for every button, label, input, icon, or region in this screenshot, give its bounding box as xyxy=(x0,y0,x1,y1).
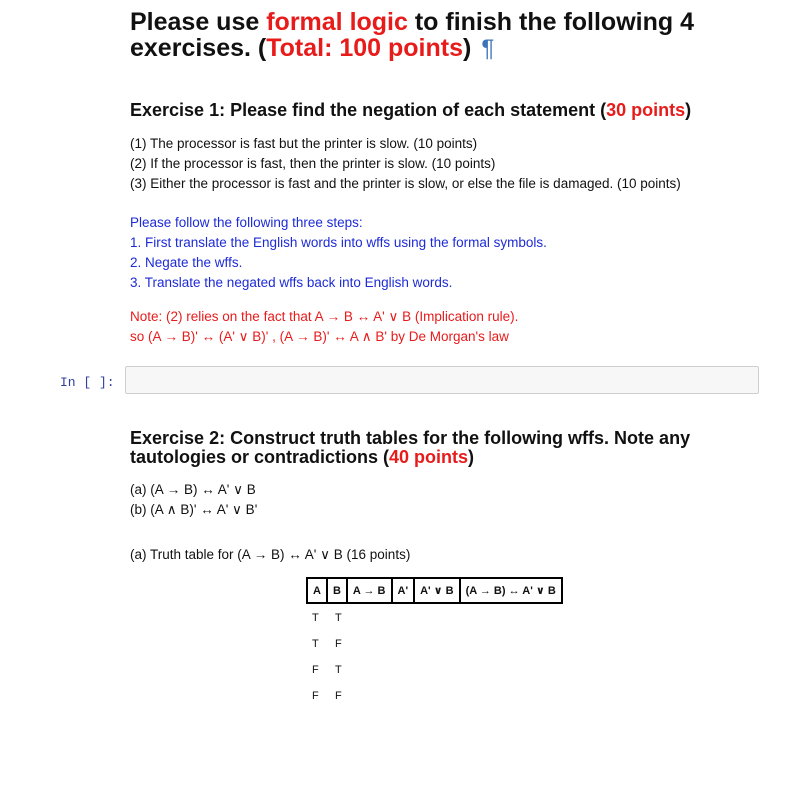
note-line: so (A → B)' ↔ (A' ∨ B)' , (A → B)' ↔ A ∧ B' by De Morgan's law xyxy=(130,329,509,344)
table-cell: F xyxy=(335,690,342,702)
exercise1-steps xyxy=(130,213,547,293)
cell-prompt: In [ ]: xyxy=(60,375,115,390)
table-cell: T xyxy=(312,638,319,650)
exercise1-items xyxy=(130,134,681,194)
subheading-text: (a) Truth table for (A → B) ↔ A' ∨ B (16 points) xyxy=(130,547,411,562)
list-item: (a) (A → B) ↔ A' ∨ B xyxy=(130,482,256,497)
note-line: Note: (2) relies on the fact that A → B ↔ A' ∨ B (Implication rule). xyxy=(130,309,519,324)
list-item: (b) (A ∧ B)' ↔ A' ∨ B' xyxy=(130,502,258,517)
code-cell xyxy=(0,366,792,396)
table-row xyxy=(312,690,358,702)
exercise2-items xyxy=(130,480,257,520)
table-cell: T xyxy=(335,664,342,676)
table-header-cell: B xyxy=(327,578,347,603)
table-header-cell: A' xyxy=(392,578,415,603)
steps-intro: Please follow the following three steps: xyxy=(130,215,363,230)
table-cell: F xyxy=(312,664,319,676)
table-header-cell: A' ∨ B xyxy=(414,578,460,603)
truth-table-subheading xyxy=(130,545,410,565)
list-item: 1. First translate the English words into wffs using the formal symbols. xyxy=(130,235,547,250)
table-row xyxy=(312,612,358,624)
exercise1-heading: Exercise 1: Please find the negation of each statement (30 points) xyxy=(130,100,692,120)
table-cell: T xyxy=(312,612,319,624)
main-title: Please use formal logic to finish the following 4 exercises. (Total: 100 points) ¶ xyxy=(130,8,694,62)
table-header-cell: (A → B) ↔ A' ∨ B xyxy=(460,578,562,603)
table-row xyxy=(312,638,358,650)
table-cell: F xyxy=(335,638,342,650)
pilcrow-icon[interactable]: ¶ xyxy=(481,35,495,62)
list-item: (1) The processor is fast but the printer is slow. (10 points) xyxy=(130,136,478,151)
list-item: 2. Negate the wffs. xyxy=(130,255,243,270)
exercise2-heading: Exercise 2: Construct truth tables for the following wffs. Note any tautologies or contradictions (40 points) xyxy=(130,428,691,467)
list-item: 3. Translate the negated wffs back into English words. xyxy=(130,275,453,290)
table-row xyxy=(312,664,358,676)
table-header-cell: A xyxy=(307,578,327,603)
list-item: (2) If the processor is fast, then the printer is slow. (10 points) xyxy=(130,156,496,171)
table-header-row xyxy=(307,578,562,603)
code-input[interactable] xyxy=(125,366,759,394)
table-cell: F xyxy=(312,690,319,702)
table-cell: T xyxy=(335,612,342,624)
table-header-cell: A → B xyxy=(347,578,392,603)
truth-table xyxy=(306,577,563,604)
list-item: (3) Either the processor is fast and the printer is slow, or else the file is damaged. (10 points) xyxy=(130,176,681,191)
exercise1-notes xyxy=(130,307,518,347)
